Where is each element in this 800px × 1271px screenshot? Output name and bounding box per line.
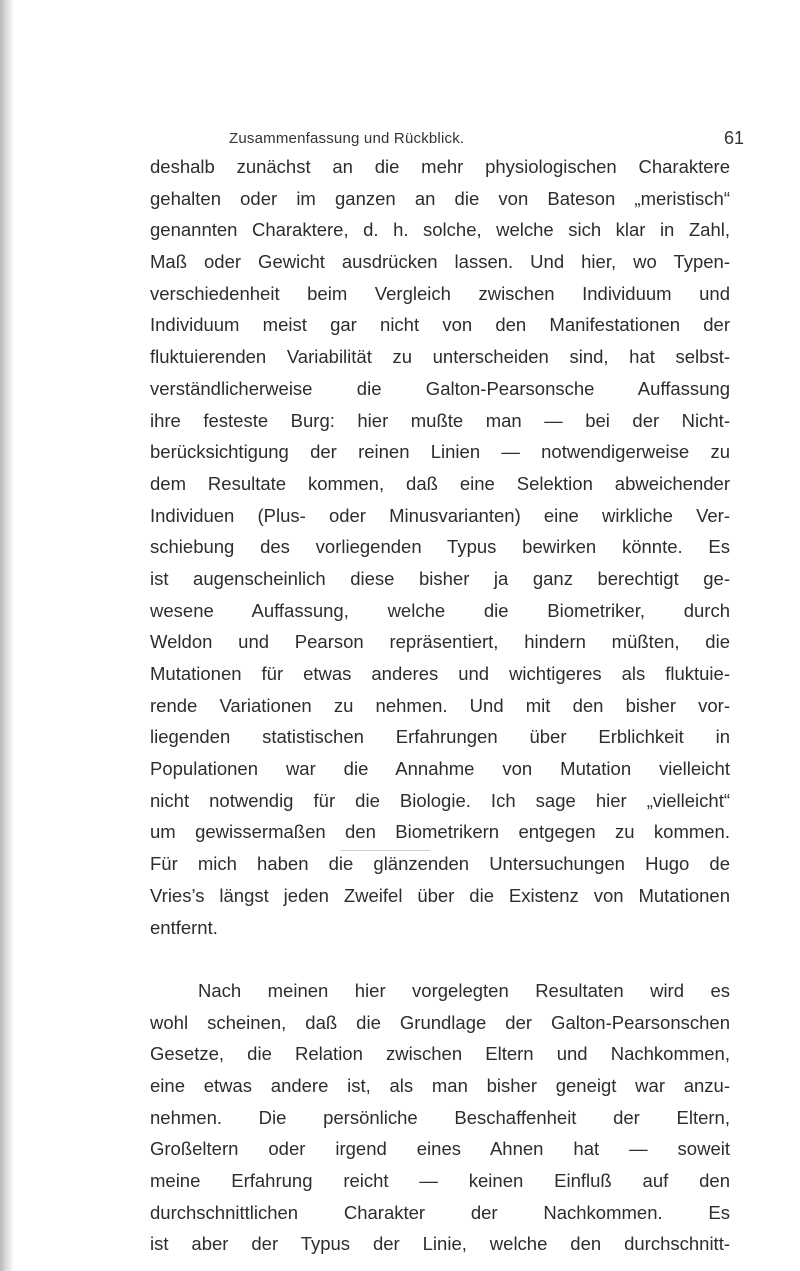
body-text xyxy=(150,151,730,1260)
text-line: Individuum meist gar nicht von den Manifestationen der xyxy=(150,314,730,336)
text-line: ist augenscheinlich diese bisher ja ganz berechtigt ge- xyxy=(150,567,730,589)
section-divider xyxy=(340,850,430,851)
text-line: Gesetze, die Relation zwischen Eltern und Nachkommen, xyxy=(150,1043,730,1065)
text-line: wohl scheinen, daß die Grundlage der Galton-Pearsonschen xyxy=(150,1011,730,1033)
text-line: deshalb zunächst an die mehr physiologischen Charaktere xyxy=(150,156,730,177)
running-head: Zusammenfassung und Rückblick. xyxy=(229,130,465,147)
text-line: genannten Charaktere, d. h. solche, welche sich klar in Zahl, xyxy=(150,219,730,241)
text-line: rende Variationen zu nehmen. Und mit den bisher vor- xyxy=(150,694,730,716)
text-line: Für mich haben die glänzenden Untersuchungen Hugo de xyxy=(150,853,730,875)
text-line: durchschnittlichen Charakter der Nachkommen. Es xyxy=(150,1201,730,1223)
text-line: fluktuierenden Variabilität zu unterscheiden sind, hat selbst- xyxy=(150,346,730,368)
text-line: Populationen war die Annahme von Mutation vielleicht xyxy=(150,758,730,780)
text-line: Vries’s längst jeden Zweifel über die Existenz von Mutationen xyxy=(150,884,730,906)
text-line: meine Erfahrung reicht — keinen Einfluß auf den xyxy=(150,1170,730,1191)
text-line-indented: Nach meinen hier vorgelegten Resultaten wird es xyxy=(198,979,730,1001)
text-line: berücksichtigung der reinen Linien — notwendigerweise zu xyxy=(150,441,730,463)
text-line: Großeltern oder irgend eines Ahnen hat — soweit xyxy=(150,1138,730,1160)
page-number: 61 xyxy=(724,128,745,148)
text-line: ist aber der Typus der Linie, welche den durchschnitt- xyxy=(150,1233,730,1255)
text-line: Mutationen für etwas anderes und wichtigeres als fluktuie- xyxy=(150,663,730,684)
text-line: eine etwas andere ist, als man bisher geneigt war anzu- xyxy=(150,1074,730,1096)
text-line: nicht notwendig für die Biologie. Ich sage hier „vielleicht“ xyxy=(150,789,730,811)
text-line: verschiedenheit beim Vergleich zwischen Individuum und xyxy=(150,282,730,304)
text-line: Weldon und Pearson repräsentiert, hindern müßten, die xyxy=(150,631,730,653)
paragraph-2 xyxy=(150,975,730,1260)
text-line: verständlicherweise die Galton-Pearsonsche Auffassung xyxy=(150,377,730,399)
text-line: schiebung des vorliegenden Typus bewirken könnte. Es xyxy=(150,536,730,558)
paragraph-gap xyxy=(150,943,730,975)
text-line: um gewissermaßen den Biometrikern entgegen zu kommen. xyxy=(150,821,730,843)
text-line: Individuen (Plus- oder Minusvarianten) eine wirkliche Ver- xyxy=(150,504,730,526)
paragraph-1 xyxy=(150,151,730,943)
text-line: nehmen. Die persönliche Beschaffenheit der Eltern, xyxy=(150,1106,730,1128)
text-line: Maß oder Gewicht ausdrücken lassen. Und hier, wo Typen- xyxy=(150,251,730,273)
text-line: liegenden statistischen Erfahrungen über Erblichkeit in xyxy=(150,726,730,748)
text-line: entfernt. xyxy=(150,916,218,938)
text-line: ihre festeste Burg: hier mußte man — bei der Nicht- xyxy=(150,409,730,431)
text-line: wesene Auffassung, welche die Biometriker, durch xyxy=(150,599,730,621)
text-line: dem Resultate kommen, daß eine Selektion abweichender xyxy=(150,472,730,494)
text-line: gehalten oder im ganzen an die von Bateson „meristisch“ xyxy=(150,187,730,209)
